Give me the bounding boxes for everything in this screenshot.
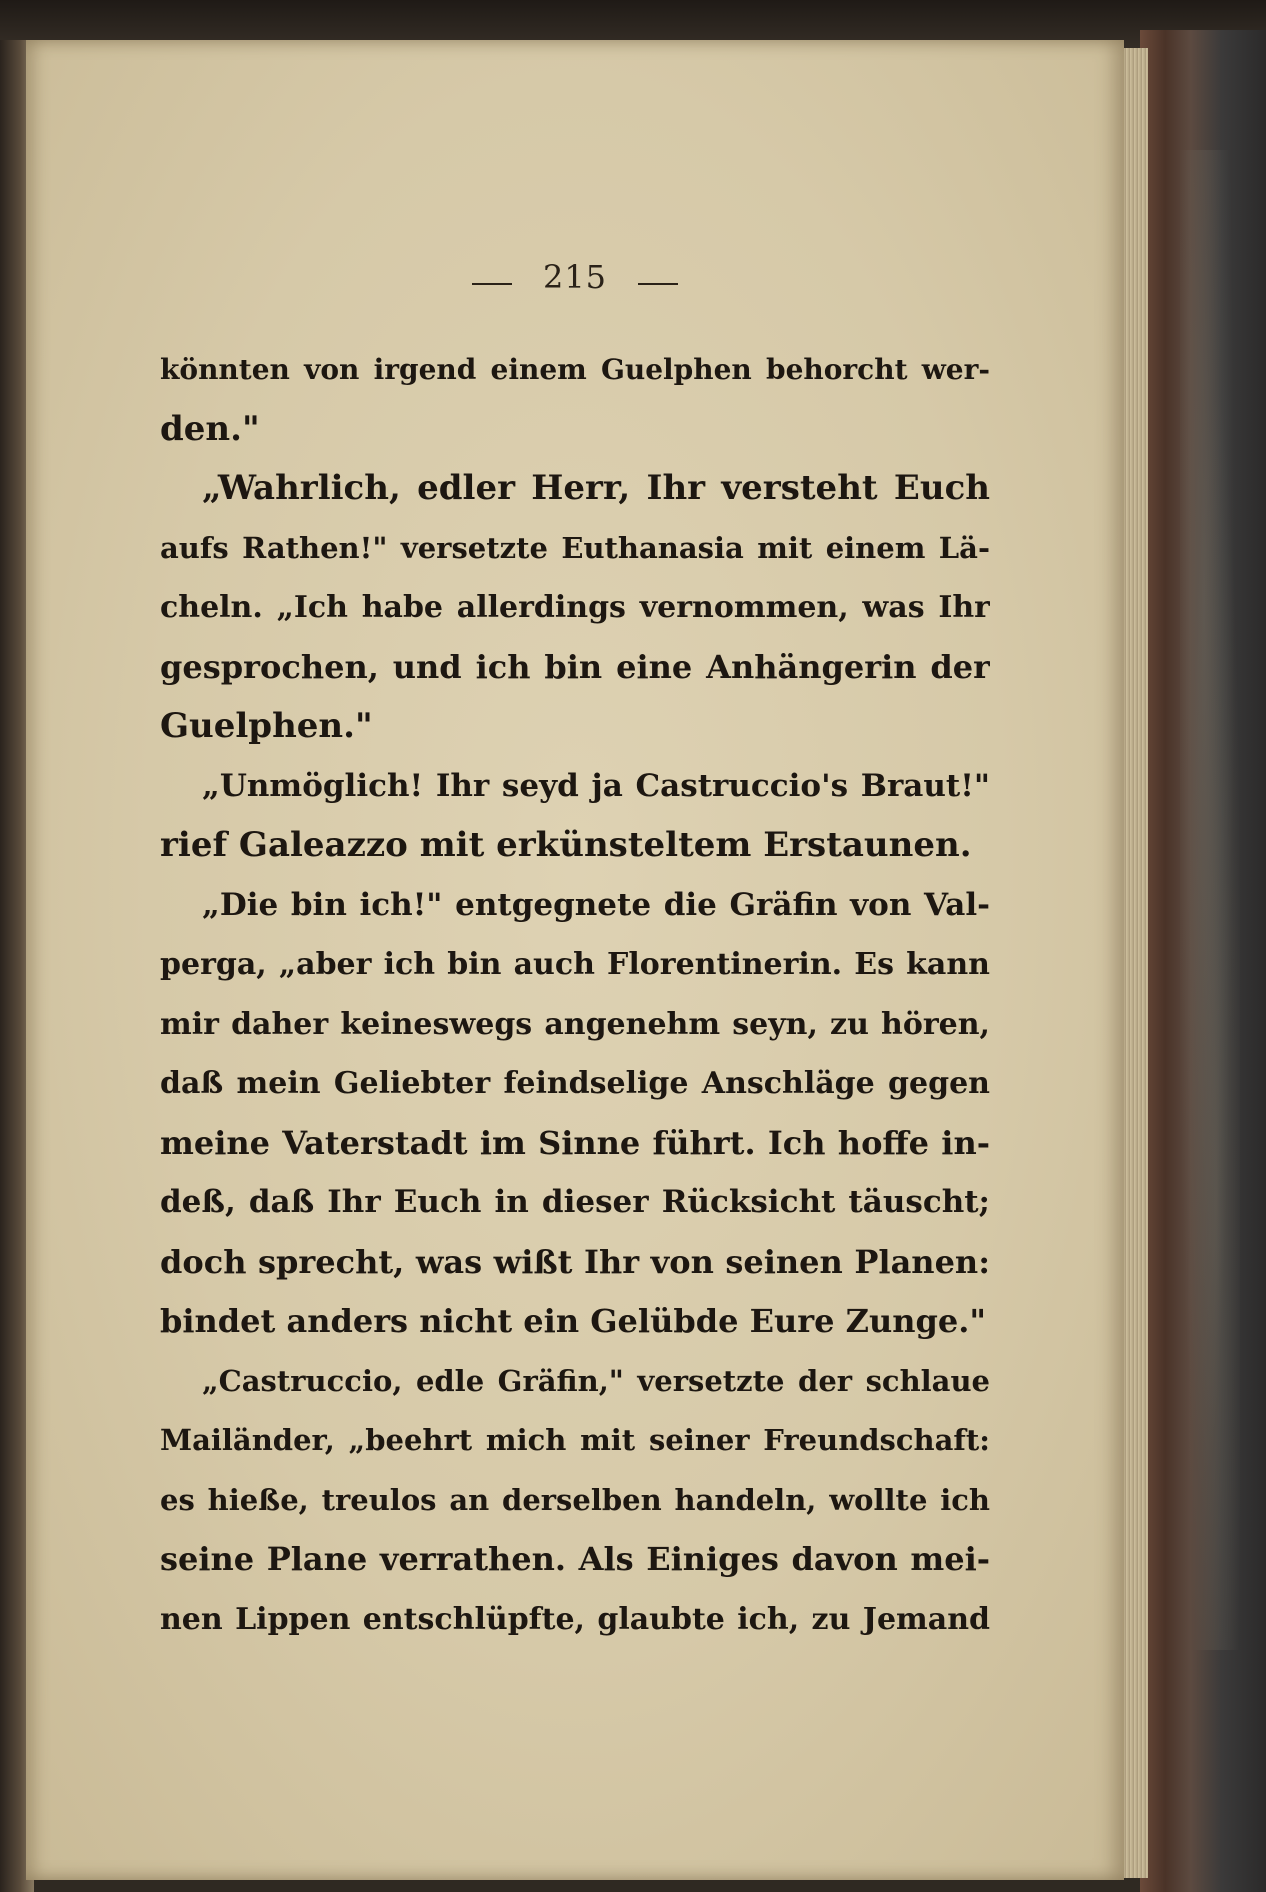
text-line: cheln. „Ich habe allerdings vernommen, was Ihr xyxy=(160,590,990,625)
book-cover-edge xyxy=(1140,30,1266,1892)
text-line: „Wahrlich, edler Herr, Ihr versteht Euch xyxy=(202,468,990,508)
text-line: deß, daß Ihr Euch in dieser Rücksicht täuscht; xyxy=(160,1184,990,1220)
book-page xyxy=(26,40,1124,1880)
text-line: perga, „aber ich bin auch Florentinerin. Es kann xyxy=(160,947,990,982)
text-line: „Die bin ich!" entgegnete die Gräfin von Val- xyxy=(202,886,990,923)
text-line: könnten von irgend einem Guelphen behorcht wer- xyxy=(160,353,990,386)
text-line: „Castruccio, edle Gräfin," versetzte der schlaue xyxy=(202,1363,990,1398)
text-line: Guelphen." xyxy=(160,706,373,746)
text-line: meine Vaterstadt im Sinne führt. Ich hoffe in- xyxy=(160,1123,990,1162)
text-line: aufs Rathen!" versetzte Euthanasia mit einem Lä- xyxy=(160,530,990,565)
text-line: Mailänder, „beehrt mich mit seiner Freundschaft: xyxy=(160,1423,990,1457)
text-line: den." xyxy=(160,408,260,449)
text-line: mir daher keineswegs angenehm seyn, zu hören, xyxy=(160,1006,990,1042)
text-line: bindet anders nicht ein Gelübde Eure Zunge." xyxy=(160,1302,987,1340)
text-line: „Unmöglich! Ihr seyd ja Castruccio's Braut!" xyxy=(202,767,990,804)
body-text xyxy=(160,340,990,1649)
text-line: es hieße, treulos an derselben handeln, wollte ich xyxy=(160,1482,990,1517)
text-line: doch sprecht, was wißt Ihr von seinen Planen: xyxy=(160,1242,990,1281)
page-header xyxy=(26,258,1124,296)
text-line: rief Galeazzo mit erkünsteltem Erstaunen. xyxy=(160,825,972,865)
header-dash-left xyxy=(472,283,512,285)
page-number: 215 xyxy=(542,258,608,296)
text-line: nen Lippen entschlüpfte, glaubte ich, zu Jemand xyxy=(160,1601,990,1637)
text-line: seine Plane verrathen. Als Einiges davon mei- xyxy=(160,1540,990,1578)
header-dash-right xyxy=(638,283,678,285)
text-line: gesprochen, und ich bin eine Anhängerin der xyxy=(160,647,990,686)
text-line: daß mein Geliebter feindselige Anschläge gegen xyxy=(160,1066,990,1101)
